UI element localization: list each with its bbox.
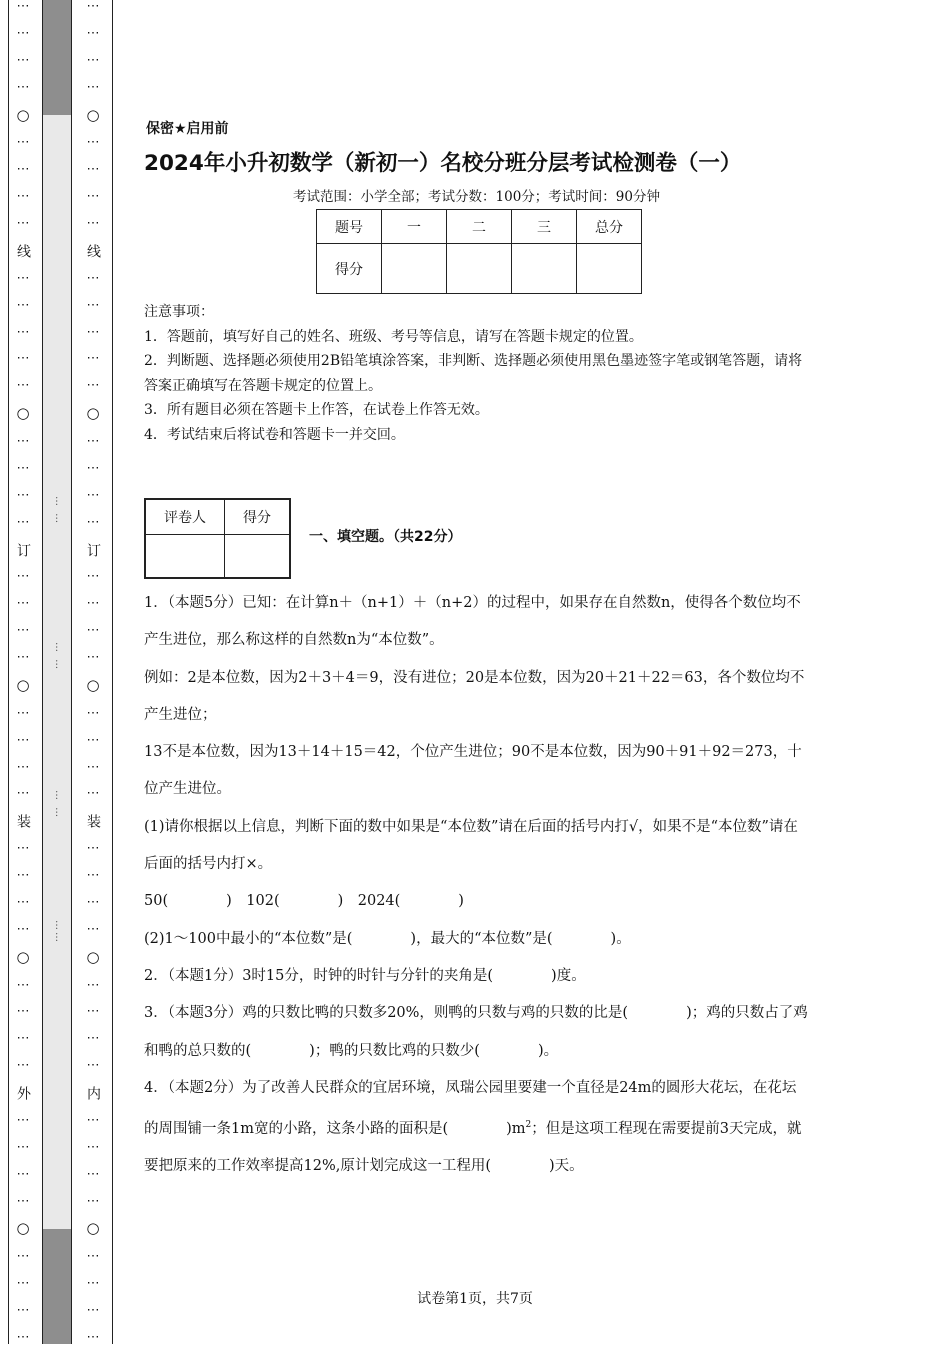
margin-inner-dots: ⋯ bbox=[86, 596, 100, 612]
margin-inner-label: 线 bbox=[85, 243, 101, 258]
margin-outer-dots: ⋯ bbox=[16, 596, 30, 612]
margin-inner-dots: ⋯ bbox=[86, 460, 100, 476]
margin-outer-circle: ○ bbox=[16, 675, 30, 694]
margin-inner-dots: ⋯ bbox=[86, 189, 100, 205]
question-1-intro: 1．（本题5分）已知：在计算n＋（n+1）＋（n+2）的过程中，如果存在自然数n，使得各个数位均不产生进位，那么称这样的自然数n为“本位数”。 bbox=[144, 595, 801, 649]
binding-band bbox=[42, 0, 72, 1344]
margin-outer-line bbox=[8, 0, 9, 1344]
question-4-text-cont: ；但是这项工程现在需要提前3天完成，就要把原来的工作效率提高12%,原计划完成这一工程用( )天。 bbox=[144, 1120, 802, 1175]
score-table bbox=[316, 209, 642, 294]
question-4-text: 4．（本题2分）为了改善人民群众的宜居环境，凤瑞公园里要建一个直径是24m的圆形大花坛，在花坛的周围铺一条1m宽的小路，这条小路的面积是( )m bbox=[144, 1079, 797, 1137]
margin-outer-dots: ⋯ bbox=[16, 868, 30, 883]
margin-outer-dots: ⋯ bbox=[16, 623, 30, 639]
margin-outer-dots: ⋯ bbox=[16, 705, 30, 721]
question-1-part-2: (2)1～100中最小的“本位数”是( )，最大的“本位数”是( )。 bbox=[144, 930, 631, 947]
margin-outer-dots: ⋯ bbox=[16, 297, 30, 313]
margin-inner-dots: ⋯ bbox=[86, 1329, 100, 1345]
margin-inner-dots: ⋯ bbox=[86, 650, 100, 665]
margin-inner-dots: ⋯ bbox=[86, 1058, 100, 1074]
score-cell[interactable] bbox=[382, 244, 447, 294]
question-3: 3．（本题3分）鸡的只数比鸭的只数多20%，则鸭的只数与鸡的只数的比是( )；鸡的只数占了鸡和鸭的总只数的( )；鸭的只数比鸡的只数少( )。 bbox=[144, 1005, 808, 1059]
band-blank: … … bbox=[53, 642, 64, 672]
band-blank: … … bbox=[53, 790, 64, 820]
margin-outer-dots: ⋯ bbox=[16, 1303, 30, 1318]
margin-inner-dots: ⋯ bbox=[86, 25, 100, 41]
margin-outer-dots: ⋯ bbox=[16, 841, 30, 857]
score-row-label: 得分 bbox=[317, 244, 382, 294]
score-table-header: 二 bbox=[447, 210, 512, 244]
margin-inner-dots: ⋯ bbox=[86, 270, 100, 286]
question-2: 2．（本题1分）3时15分，时钟的时针与分针的夹角是( )度。 bbox=[144, 967, 586, 984]
binding-band-dark-top bbox=[43, 0, 71, 115]
margin-outer-dots: ⋯ bbox=[16, 977, 30, 993]
margin-outer-dots: ⋯ bbox=[16, 921, 30, 937]
margin-outer-dots: ⋯ bbox=[16, 1249, 30, 1265]
margin-outer-circle: ○ bbox=[16, 1219, 30, 1238]
margin-inner-dots: ⋯ bbox=[86, 378, 100, 394]
margin-inner-dots: ⋯ bbox=[86, 705, 100, 721]
margin-inner-dots: ⋯ bbox=[86, 514, 100, 530]
question-1-example: 例如：2是本位数，因为2＋3＋4＝9，没有进位；20是本位数，因为20＋21＋22＝63，各个数位均不产生进位； bbox=[144, 669, 805, 723]
margin-inner-dots: ⋯ bbox=[86, 1166, 100, 1182]
question-4 bbox=[144, 1070, 809, 1186]
score-table-header: 一 bbox=[382, 210, 447, 244]
margin-outer-circle: ○ bbox=[16, 947, 30, 966]
margin-outer-dots: ⋯ bbox=[16, 1031, 30, 1047]
band-blank: … … bbox=[53, 496, 64, 526]
section-header bbox=[144, 498, 809, 579]
margin-outer-dots: ⋯ bbox=[16, 434, 30, 449]
notes-item: 3．所有题目必须在答题卡上作答，在试卷上作答无效。 bbox=[144, 402, 489, 418]
margin-outer-dots: ⋯ bbox=[16, 759, 30, 775]
section-title: 一、填空题。（共22分） bbox=[309, 528, 462, 545]
margin-outer-dots: ⋯ bbox=[16, 732, 30, 748]
margin-outer-dots: ⋯ bbox=[16, 270, 30, 286]
score-cell[interactable] bbox=[512, 244, 577, 294]
margin-outer-dots: ⋯ bbox=[16, 189, 30, 205]
margin-inner-label: 订 bbox=[85, 542, 101, 557]
margin-outer-dots: ⋯ bbox=[16, 135, 30, 151]
margin-outer-dots: ⋯ bbox=[16, 569, 30, 585]
margin-inner-dots: ⋯ bbox=[86, 759, 100, 775]
margin-outer-label: 装 bbox=[15, 814, 31, 829]
margin-inner-dots: ⋯ bbox=[86, 868, 100, 883]
margin-inner-dots: ⋯ bbox=[86, 324, 100, 340]
band-blank: …… bbox=[53, 920, 64, 944]
notes-item: 1．答题前，填写好自己的姓名、班级、考号等信息，请写在答题卡规定的位置。 bbox=[144, 328, 643, 345]
questions bbox=[144, 585, 809, 1186]
question-1-choices: 50( ) 102( ) 2024( ) bbox=[144, 893, 464, 910]
notes-item: 4．考试结束后将试卷和答题卡一并交回。 bbox=[144, 426, 405, 443]
margin-outer-dots: ⋯ bbox=[16, 351, 30, 367]
margin-outer-dots: ⋯ bbox=[16, 79, 30, 95]
margin-inner-dots: ⋯ bbox=[86, 487, 100, 503]
margin-inner-dots: ⋯ bbox=[86, 921, 100, 937]
margin-inner-dots: ⋯ bbox=[86, 162, 100, 178]
score-table-header: 总分 bbox=[577, 210, 642, 244]
margin-outer-dots: ⋯ bbox=[16, 1193, 30, 1209]
margin-inner-circle: ○ bbox=[86, 105, 100, 124]
margin-inner-dots: ⋯ bbox=[86, 1276, 100, 1292]
grader-cell[interactable] bbox=[225, 535, 291, 579]
confidential-label: 保密★启用前 bbox=[146, 121, 229, 137]
margin-inner-line bbox=[112, 0, 113, 1344]
exam-page bbox=[144, 116, 809, 1186]
margin-outer-dots: ⋯ bbox=[16, 0, 30, 14]
margin-inner-dots: ⋯ bbox=[86, 841, 100, 857]
notes-section bbox=[144, 300, 809, 447]
margin-inner-dots: ⋯ bbox=[86, 351, 100, 367]
margin-inner-dots: ⋯ bbox=[86, 786, 100, 802]
margin-inner-dots: ⋯ bbox=[86, 79, 100, 95]
question-1-part-1: (1)请你根据以上信息，判断下面的数中如果是“本位数”请在后面的括号内打√，如果不是“本位数”请在后面的括号内打×。 bbox=[144, 818, 798, 873]
margin-inner-circle: ○ bbox=[86, 1219, 100, 1238]
margin-outer-dots: ⋯ bbox=[16, 460, 30, 476]
margin-inner-dots: ⋯ bbox=[86, 216, 100, 231]
margin-inner-dots: ⋯ bbox=[86, 977, 100, 993]
margin-outer-dots: ⋯ bbox=[16, 1276, 30, 1292]
margin-inner-column bbox=[80, 0, 106, 1344]
binding-band-dark-bottom bbox=[43, 1229, 71, 1344]
margin-inner-circle: ○ bbox=[86, 675, 100, 694]
exam-info: 考试范围：小学全部；考试分数：100分；考试时间：90分钟 bbox=[293, 189, 660, 205]
margin-inner-dots: ⋯ bbox=[86, 732, 100, 748]
margin-outer-dots: ⋯ bbox=[16, 1139, 30, 1155]
margin-outer-dots: ⋯ bbox=[16, 650, 30, 665]
margin-inner-dots: ⋯ bbox=[86, 569, 100, 585]
margin-outer-dots: ⋯ bbox=[16, 1112, 30, 1128]
grader-header: 评卷人 bbox=[145, 499, 225, 535]
score-table-header: 题号 bbox=[317, 210, 382, 244]
margin-inner-dots: ⋯ bbox=[86, 894, 100, 910]
margin-inner-label: 内 bbox=[85, 1086, 101, 1100]
margin-inner-dots: ⋯ bbox=[86, 1112, 100, 1128]
margin-inner-circle: ○ bbox=[86, 404, 100, 423]
margin-outer-label: 外 bbox=[15, 1086, 31, 1100]
margin-outer-column bbox=[10, 0, 36, 1344]
margin-inner-dots: ⋯ bbox=[86, 1193, 100, 1209]
score-cell[interactable] bbox=[577, 244, 642, 294]
score-table-header: 三 bbox=[512, 210, 577, 244]
notes-item: 2．判断题、选择题必须使用2B铅笔填涂答案，非判断、选择题必须使用黑色墨迹签字笔或钢笔答题，请将答案正确填写在答题卡规定的位置上。 bbox=[144, 353, 803, 394]
margin-outer-label: 订 bbox=[15, 542, 31, 557]
page-footer: 试卷第1页，共7页 bbox=[417, 1291, 533, 1307]
margin-inner-dots: ⋯ bbox=[86, 1303, 100, 1318]
margin-inner-dots: ⋯ bbox=[86, 1139, 100, 1155]
margin-inner-dots: ⋯ bbox=[86, 0, 100, 14]
margin-outer-dots: ⋯ bbox=[16, 1058, 30, 1074]
margin-inner-label: 装 bbox=[85, 814, 101, 829]
grader-cell[interactable] bbox=[145, 535, 225, 579]
margin-outer-dots: ⋯ bbox=[16, 1004, 30, 1020]
page-title: 2024年小升初数学（新初一）名校分班分层考试检测卷（一） bbox=[144, 151, 742, 176]
grader-header: 得分 bbox=[225, 499, 291, 535]
score-cell[interactable] bbox=[447, 244, 512, 294]
margin-inner-dots: ⋯ bbox=[86, 297, 100, 313]
grader-table bbox=[144, 498, 291, 579]
margin-outer-label: 线 bbox=[15, 243, 31, 258]
margin-outer-dots: ⋯ bbox=[16, 378, 30, 394]
margin-inner-dots: ⋯ bbox=[86, 623, 100, 639]
margin-outer-dots: ⋯ bbox=[16, 487, 30, 503]
margin-inner-circle: ○ bbox=[86, 947, 100, 966]
margin-outer-circle: ○ bbox=[16, 105, 30, 124]
margin-inner-dots: ⋯ bbox=[86, 1031, 100, 1047]
margin-outer-dots: ⋯ bbox=[16, 216, 30, 231]
margin-outer-circle: ○ bbox=[16, 404, 30, 423]
margin-inner-dots: ⋯ bbox=[86, 434, 100, 449]
margin-outer-dots: ⋯ bbox=[16, 786, 30, 802]
margin-outer-dots: ⋯ bbox=[16, 1166, 30, 1182]
margin-inner-dots: ⋯ bbox=[86, 52, 100, 68]
margin-outer-dots: ⋯ bbox=[16, 324, 30, 340]
margin-outer-dots: ⋯ bbox=[16, 52, 30, 68]
margin-inner-dots: ⋯ bbox=[86, 135, 100, 151]
margin-outer-dots: ⋯ bbox=[16, 25, 30, 41]
margin-inner-dots: ⋯ bbox=[86, 1004, 100, 1020]
question-1-example: 13不是本位数，因为13＋14＋15＝42，个位产生进位；90不是本位数，因为90＋91＋92＝273，十位产生进位。 bbox=[144, 744, 802, 798]
margin-outer-dots: ⋯ bbox=[16, 1329, 30, 1345]
margin-outer-dots: ⋯ bbox=[16, 894, 30, 910]
margin-inner-dots: ⋯ bbox=[86, 1249, 100, 1265]
margin-outer-dots: ⋯ bbox=[16, 514, 30, 530]
question-4-superscript: 2 bbox=[525, 1120, 532, 1131]
margin-outer-dots: ⋯ bbox=[16, 162, 30, 178]
notes-heading: 注意事项： bbox=[144, 304, 214, 320]
